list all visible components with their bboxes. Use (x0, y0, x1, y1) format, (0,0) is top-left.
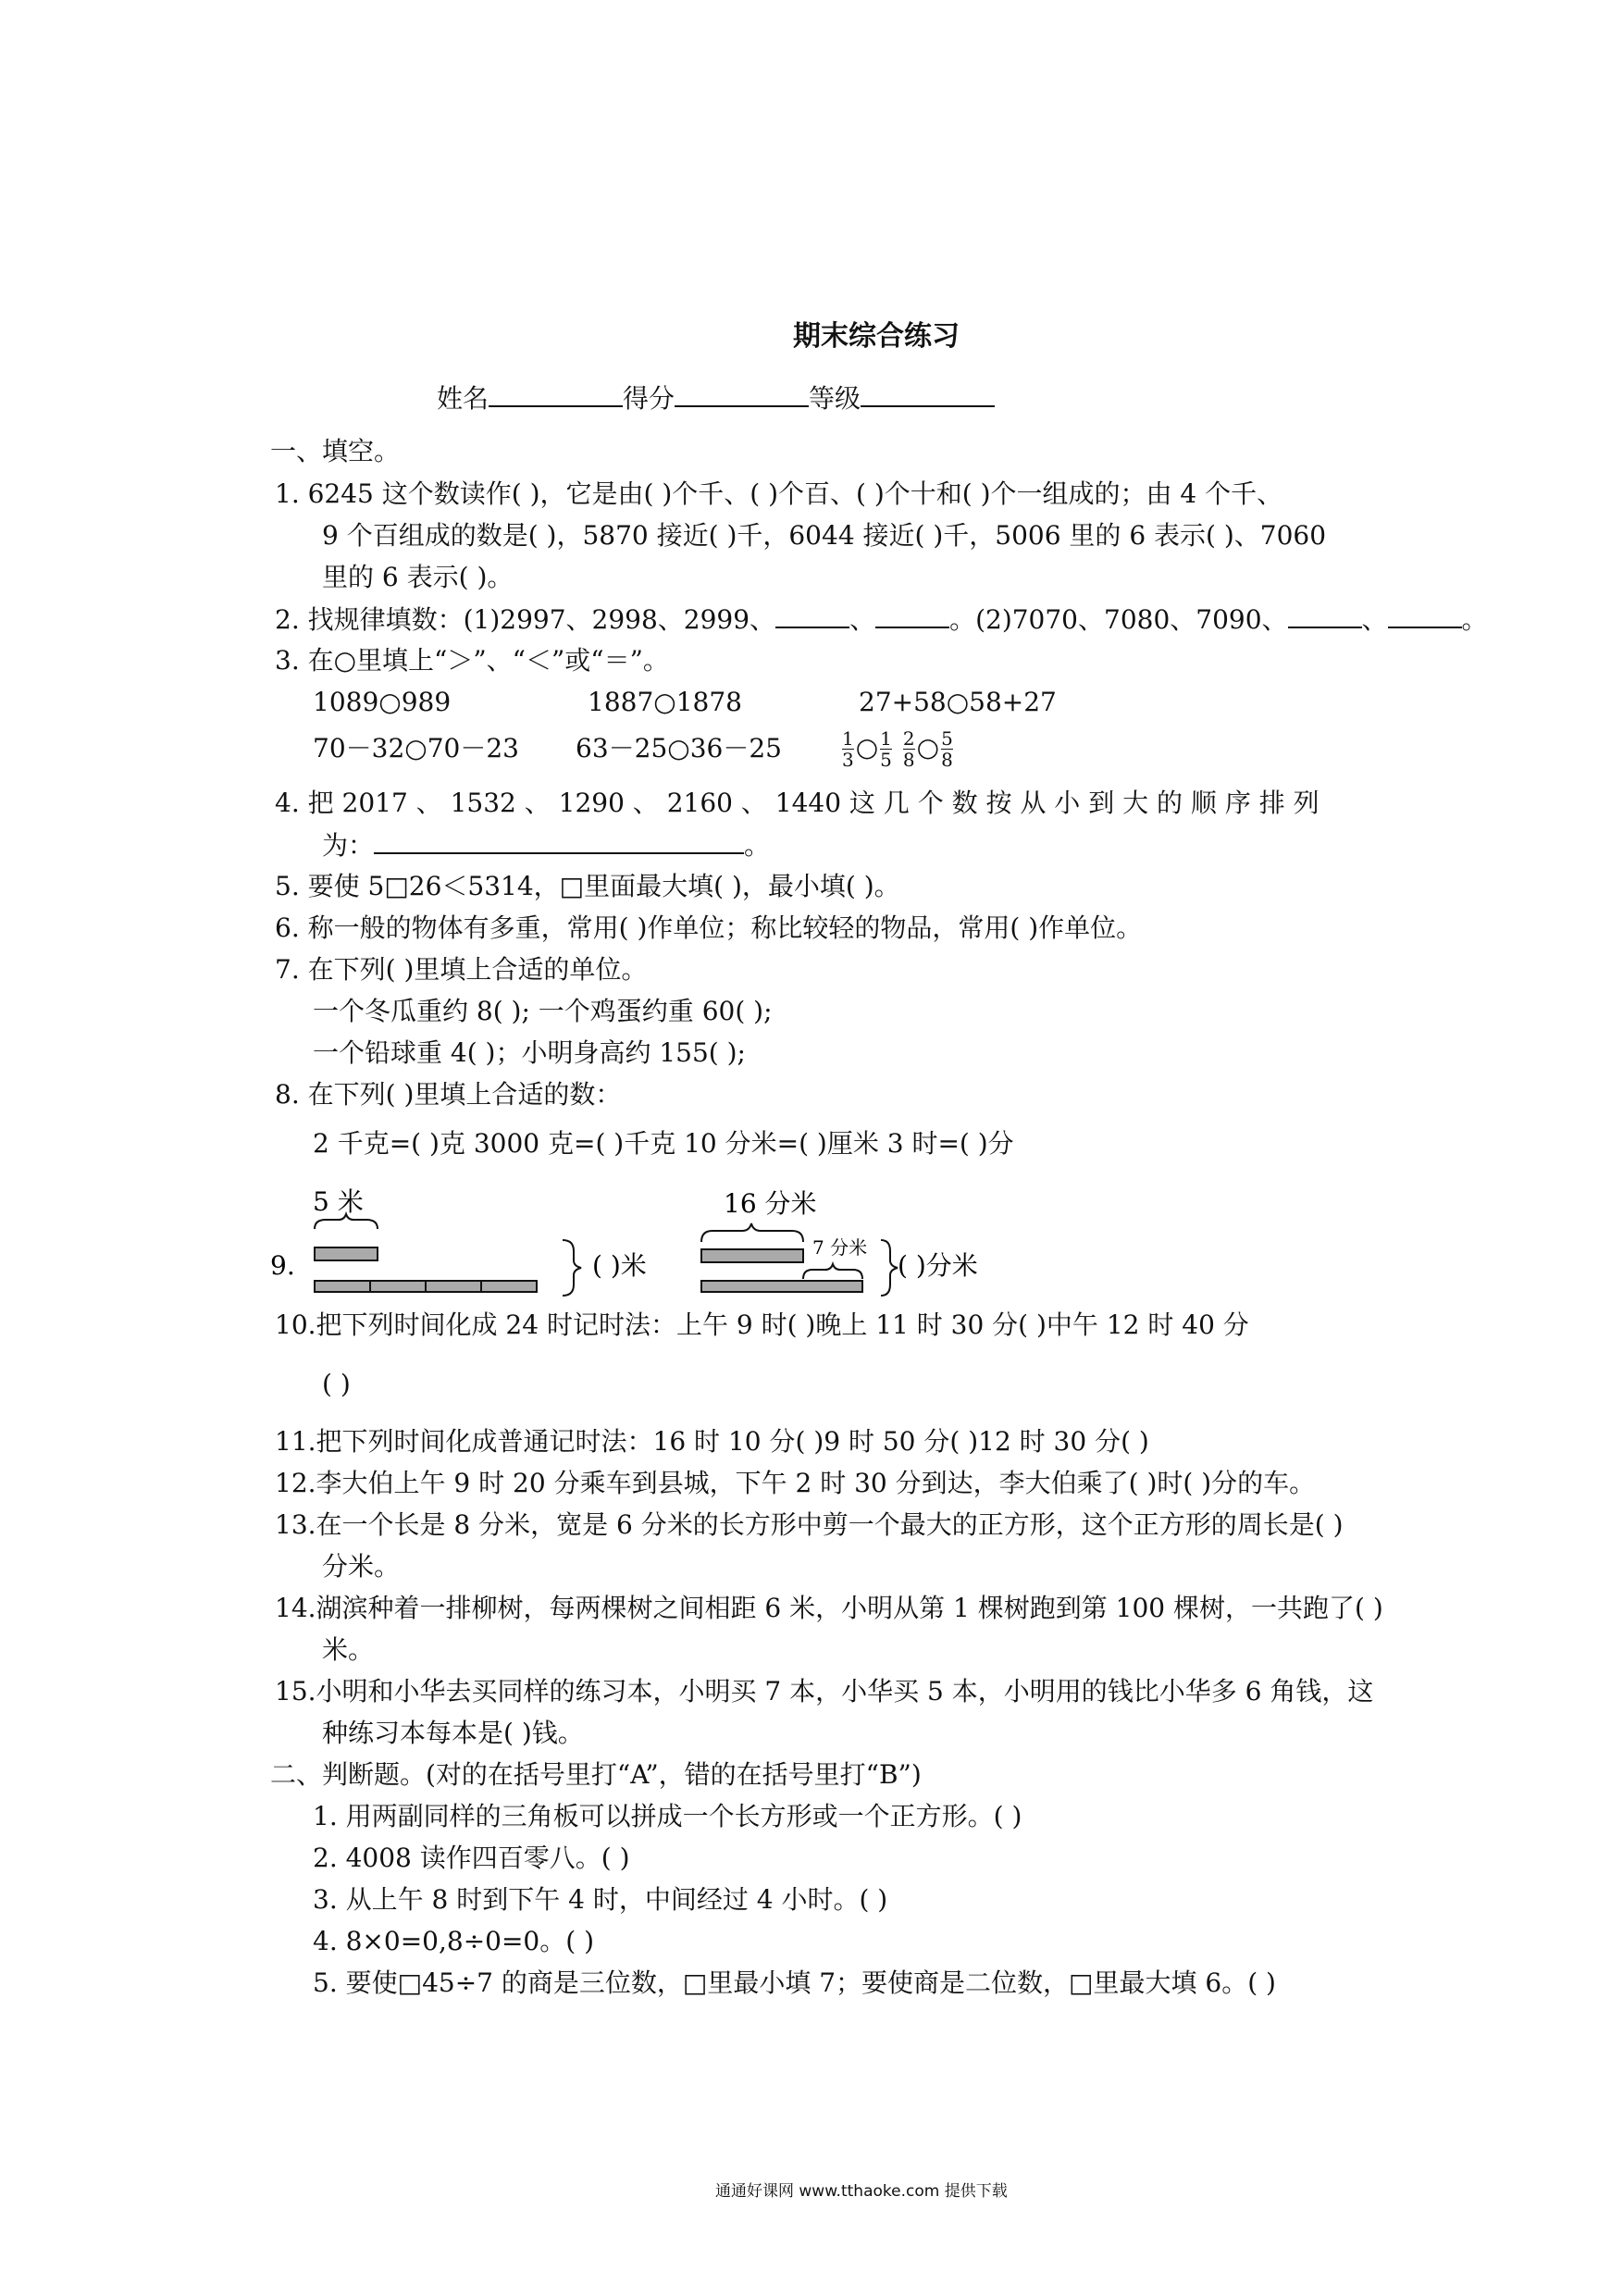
q9-number: 9. (270, 1250, 295, 1281)
q3-item-2: 1887○1878 (588, 687, 742, 717)
q3-item-5: 63－25○36－25 (576, 733, 782, 763)
judge-item-2: 2. 4008 读作四百零八。( ) (313, 1843, 630, 1873)
judge-item-1: 1. 用两副同样的三角板可以拼成一个长方形或一个正方形。( ) (313, 1801, 1022, 1831)
name-field[interactable] (489, 381, 623, 407)
q9-brace-7dm (803, 1264, 862, 1279)
q9-label-7dm: 7 分米 (812, 1236, 868, 1259)
q9-answer-m[interactable]: ( )米 (592, 1250, 647, 1281)
judge-item-4: 4. 8×0=0,8÷0=0。( ) (313, 1926, 594, 1956)
q14-line1: 14.湖滨种着一排柳树，每两棵树之间相距 6 米，小明从第 1 棵树跑到第 100 棵树，一共跑了( ) (275, 1593, 1383, 1623)
q2-blank-2[interactable] (875, 602, 949, 628)
q6-line: 6. 称一般的物体有多重，常用( )作单位；称比较轻的物品，常用( )作单位。 (275, 912, 1143, 943)
q2-blank-3[interactable] (1288, 602, 1362, 628)
q9-bar-small (315, 1247, 378, 1260)
judge-item-3: 3. 从上午 8 时到下午 4 时，中间经过 4 小时。( ) (313, 1884, 888, 1915)
q1-line1: 1. 6245 这个数读作( )，它是由( )个千、( )个百、( )个十和( )个一组成的；由 4 个千、 (275, 478, 1283, 509)
q4-line1: 4. 把 2017 、 1532 、 1290 、 2160 、 1440 这 几 个 数 按 从 小 到 大 的 顺 序 排 列 (275, 788, 1319, 818)
q3-intro: 3. 在○里填上“＞”、“＜”或“＝”。 (275, 645, 669, 676)
compare-circle-2[interactable]: ○ (916, 732, 940, 763)
q1-line3: 里的 6 表示( )。 (322, 562, 514, 592)
q8-line2: 2 千克=( )克 3000 克=( )千克 10 分米=( )厘米 3 时=( )分 (313, 1128, 1014, 1159)
q12-line: 12.李大伯上午 9 时 20 分乘车到县城，下午 2 时 30 分到达，李大伯乘了( )时( )分的车。 (275, 1468, 1316, 1498)
q9-bar-seg-1 (315, 1281, 370, 1292)
q9-brace-top-right (701, 1223, 803, 1242)
q4-end: 。 (744, 830, 771, 861)
q4-line2 (322, 828, 770, 863)
compare-circle-1[interactable]: ○ (855, 732, 879, 763)
name-label: 姓名 (437, 383, 489, 414)
q4-prefix: 为： (322, 830, 375, 861)
q4-answer-blank[interactable] (374, 828, 744, 854)
q9-answer-dm[interactable]: ( )分米 (898, 1250, 978, 1281)
fraction-5-8: $\frac{5}{8}$ (941, 727, 953, 771)
fraction-2-8: $\frac{2}{8}$ (902, 727, 915, 771)
page-title: 期末综合练习 (793, 320, 960, 353)
q2-blank-1[interactable] (775, 602, 849, 628)
q9-bar-long (701, 1281, 862, 1292)
q1-line2: 9 个百组成的数是( )，5870 接近( )千，6044 接近( )千，5006 里的 6 表示( )、7060 (322, 520, 1327, 551)
q7-line3: 一个铅球重 4( )；小明身高约 155( ); (313, 1037, 746, 1068)
q3-item-1: 1089○989 (313, 687, 452, 717)
q13-line2: 分米。 (322, 1551, 401, 1582)
q3-item-3: 27+58○58+27 (859, 687, 1057, 717)
q3-item-4: 70－32○70－23 (313, 733, 519, 763)
q15-line1: 15.小明和小华去买同样的练习本，小明买 7 本，小华买 5 本，小明用的钱比小华多 6 角钱，这 (275, 1676, 1374, 1706)
q2-line (275, 602, 1488, 637)
q2-end: 。 (1461, 604, 1488, 635)
q2-sep1: 、 (849, 604, 876, 635)
q9-brace-right-1 (563, 1240, 581, 1296)
q15-line2: 种练习本每本是( )钱。 (322, 1718, 584, 1748)
score-label: 得分 (623, 383, 675, 414)
student-info-row (437, 381, 995, 416)
q13-line1: 13.在一个长是 8 分米，宽是 6 分米的长方形中剪一个最大的正方形，这个正方形的周长是( ) (275, 1509, 1344, 1540)
q9-bar-seg-2 (370, 1281, 426, 1292)
q7-line2: 一个冬瓜重约 8( ); 一个鸡蛋约重 60( ); (313, 996, 773, 1026)
q3-fraction-compare (840, 720, 955, 776)
q9-diagram (268, 1185, 1036, 1305)
q14-line2: 米。 (322, 1634, 375, 1665)
q11-line: 11.把下列时间化成普通记时法：16 时 10 分( )9 时 50 分( )12 时 30 分( ) (275, 1426, 1149, 1457)
q10-line1: 10.把下列时间化成 24 时记时法：上午 9 时( )晚上 11 时 30 分( )中午 12 时 40 分 (275, 1309, 1249, 1340)
q2-text2: 。(2)7070、7080、7090、 (949, 604, 1288, 635)
judge-item-5: 5. 要使□45÷7 的商是三位数，□里最小填 7；要使商是二位数，□里最大填 6。( ) (313, 1967, 1276, 1998)
grade-label: 等级 (809, 383, 861, 414)
q8-line1: 8. 在下列( )里填上合适的数： (275, 1079, 622, 1110)
score-field[interactable] (675, 381, 809, 407)
q2-blank-4[interactable] (1388, 602, 1462, 628)
q7-line1: 7. 在下列( )里填上合适的单位。 (275, 954, 648, 985)
q9-label-16dm: 16 分米 (724, 1188, 817, 1219)
q9-bar-seg-4 (481, 1281, 537, 1292)
q9-brace-right-2 (881, 1240, 898, 1296)
page-footer: 通通好课网 www.tthaoke.com 提供下载 (715, 2182, 1008, 2201)
fraction-1-3: $\frac{1}{3}$ (842, 727, 854, 771)
section2-heading: 二、判断题。(对的在括号里打“A”，错的在括号里打“B”) (270, 1759, 922, 1790)
q9-bar-16dm (701, 1249, 803, 1262)
grade-field[interactable] (861, 381, 995, 407)
fraction-1-5: $\frac{1}{5}$ (880, 727, 892, 771)
q10-line2: ( ) (322, 1369, 351, 1399)
q2-text1: 2. 找规律填数：(1)2997、2998、2999、 (275, 604, 776, 635)
section1-heading: 一、填空。 (270, 436, 401, 466)
q5-line: 5. 要使 5□26＜5314，□里面最大填( )，最小填( )。 (275, 871, 900, 901)
q9-bar-seg-3 (426, 1281, 481, 1292)
q9-label-5m: 5 米 (313, 1186, 364, 1217)
q2-sep2: 、 (1361, 604, 1388, 635)
